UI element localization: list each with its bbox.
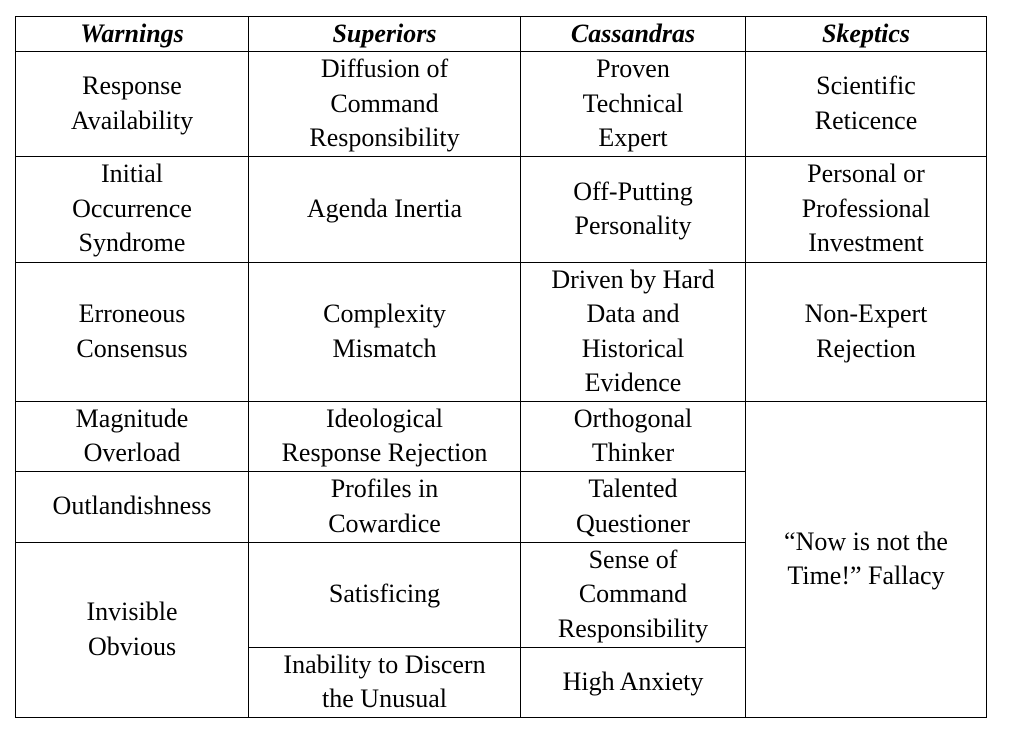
cell-high-anxiety: High Anxiety (521, 647, 746, 717)
table-row (16, 52, 987, 157)
cell-response-availability: Response Availability (16, 52, 249, 157)
cell-sense-of-command-responsibility: Sense of Command Responsibility (521, 542, 746, 647)
cell-satisficing: Satisficing (249, 542, 521, 647)
cell-scientific-reticence: Scientific Reticence (746, 52, 987, 157)
cell-outlandishness: Outlandishness (16, 471, 249, 542)
header-cassandras: Cassandras (521, 17, 746, 52)
cell-invisible-obvious: Invisible Obvious (16, 542, 249, 717)
cell-magnitude-overload: Magnitude Overload (16, 401, 249, 471)
cell-talented-questioner: Talented Questioner (521, 471, 746, 542)
cell-proven-technical-expert: Proven Technical Expert (521, 52, 746, 157)
cell-driven-by-hard-data: Driven by Hard Data and Historical Evidence (521, 262, 746, 401)
cell-orthogonal-thinker: Orthogonal Thinker (521, 401, 746, 471)
cell-non-expert-rejection: Non-Expert Rejection (746, 262, 987, 401)
cell-diffusion-of-command-responsibility: Diffusion of Command Responsibility (249, 52, 521, 157)
cell-now-is-not-the-time-fallacy: “Now is not the Time!” Fallacy (746, 401, 987, 717)
cell-initial-occurrence-syndrome: Initial Occurrence Syndrome (16, 156, 249, 262)
cell-agenda-inertia: Agenda Inertia (249, 156, 521, 262)
header-warnings: Warnings (16, 17, 249, 52)
header-row (16, 17, 987, 52)
cell-erroneous-consensus: Erroneous Consensus (16, 262, 249, 401)
cell-off-putting-personality: Off-Putting Personality (521, 156, 746, 262)
table-row (16, 401, 987, 471)
header-skeptics: Skeptics (746, 17, 987, 52)
cell-inability-to-discern-the-unusual: Inability to Discern the Unusual (249, 647, 521, 717)
cell-profiles-in-cowardice: Profiles in Cowardice (249, 471, 521, 542)
table-row (16, 156, 987, 262)
cell-complexity-mismatch: Complexity Mismatch (249, 262, 521, 401)
table-row (16, 262, 987, 401)
cell-personal-or-professional-investment: Personal or Professional Investment (746, 156, 987, 262)
cassandra-factors-table (15, 16, 987, 718)
header-superiors: Superiors (249, 17, 521, 52)
cell-ideological-response-rejection: Ideological Response Rejection (249, 401, 521, 471)
